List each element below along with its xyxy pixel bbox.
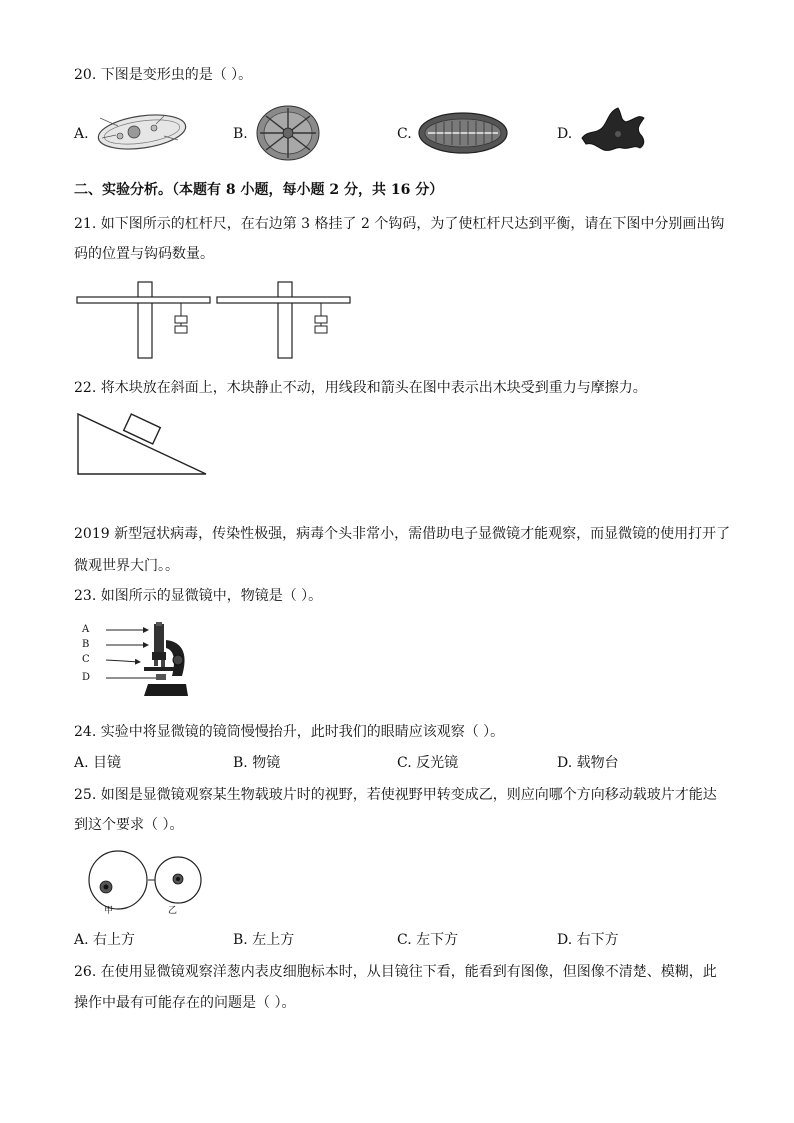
diatom-oval-image (416, 110, 510, 156)
microscope-label-c: C (82, 654, 90, 665)
q24-option-d: D. 载物台 (557, 755, 619, 771)
microscope-view-diagram (84, 850, 204, 920)
paramecium-image (94, 108, 190, 156)
incline-block-diagram (76, 410, 210, 478)
microscope-diagram (82, 620, 212, 700)
q25-option-a: A. 右上方 (74, 932, 136, 948)
microscope-label-a: A (82, 624, 90, 635)
q24-stem: 24. 实验中将显微镜的镜筒慢慢抬升，此时我们的眼睛应该观察（ ）。 (74, 724, 505, 740)
q24-option-c: C. 反光镜 (397, 755, 459, 771)
microscope-label-b: B (82, 639, 90, 650)
q26-stem-line2: 操作中最有可能存在的问题是（ ）。 (74, 995, 296, 1011)
microscope-label-d: D (82, 672, 91, 683)
q25-option-b: B. 左上方 (233, 932, 295, 948)
view-label-yi: 乙 (168, 906, 178, 916)
q22-stem: 22. 将木块放在斜面上，木块静止不动，用线段和箭头在图中表示出木块受到重力与摩擦力。 (74, 380, 647, 396)
microscope-image (82, 620, 212, 700)
q24-option-a: A. 目镜 (74, 755, 122, 771)
q25-stem-line1: 25. 如图是显微镜观察某生物载玻片时的视野，若使视野甲转变成乙，则应向哪个方向移动载玻片才能达 (74, 787, 717, 803)
diatom-round-image (254, 104, 322, 162)
q20-stem: 20. 下图是变形虫的是（ ）。 (74, 67, 253, 83)
view-label-jia: 甲 (104, 906, 114, 916)
q23-stem: 23. 如图所示的显微镜中，物镜是（ ）。 (74, 588, 323, 604)
passage-line2: 微观世界大门。。 (74, 558, 179, 574)
q25-option-d: D. 右下方 (557, 932, 619, 948)
amoeba-image (578, 104, 648, 154)
lever-diagram-left (76, 280, 212, 362)
q25-option-c: C. 左下方 (397, 932, 459, 948)
view-circles-image (84, 850, 204, 920)
q21-stem-line1: 21. 如下图所示的杠杆尺，在右边第 3 格挂了 2 个钩码，为了使杠杆尺达到平衡，请在下图中分别画出钩 (74, 216, 725, 232)
lever-diagram-right (216, 280, 352, 362)
q20-option-a-label: A. (74, 126, 89, 142)
q25-stem-line2: 到这个要求（ ）。 (74, 817, 184, 833)
q20-option-d-label: D. (557, 126, 573, 142)
section-2-heading: 二、实验分析。（本题有 8 小题，每小题 2 分，共 16 分） (74, 182, 444, 198)
q20-option-b-label: B. (233, 126, 248, 142)
q24-option-b: B. 物镜 (233, 755, 281, 771)
q20-option-c-label: C. (397, 126, 412, 142)
q21-stem-line2: 码的位置与钩码数量。 (74, 246, 214, 262)
q26-stem-line1: 26. 在使用显微镜观察洋葱内表皮细胞标本时，从目镜往下看，能看到有图像，但图像不清楚、模糊，此 (74, 964, 717, 980)
passage-line1: 2019 新型冠状病毒，传染性极强，病毒个头非常小，需借助电子显微镜才能观察，而显微镜的使用打开了 (74, 526, 731, 542)
